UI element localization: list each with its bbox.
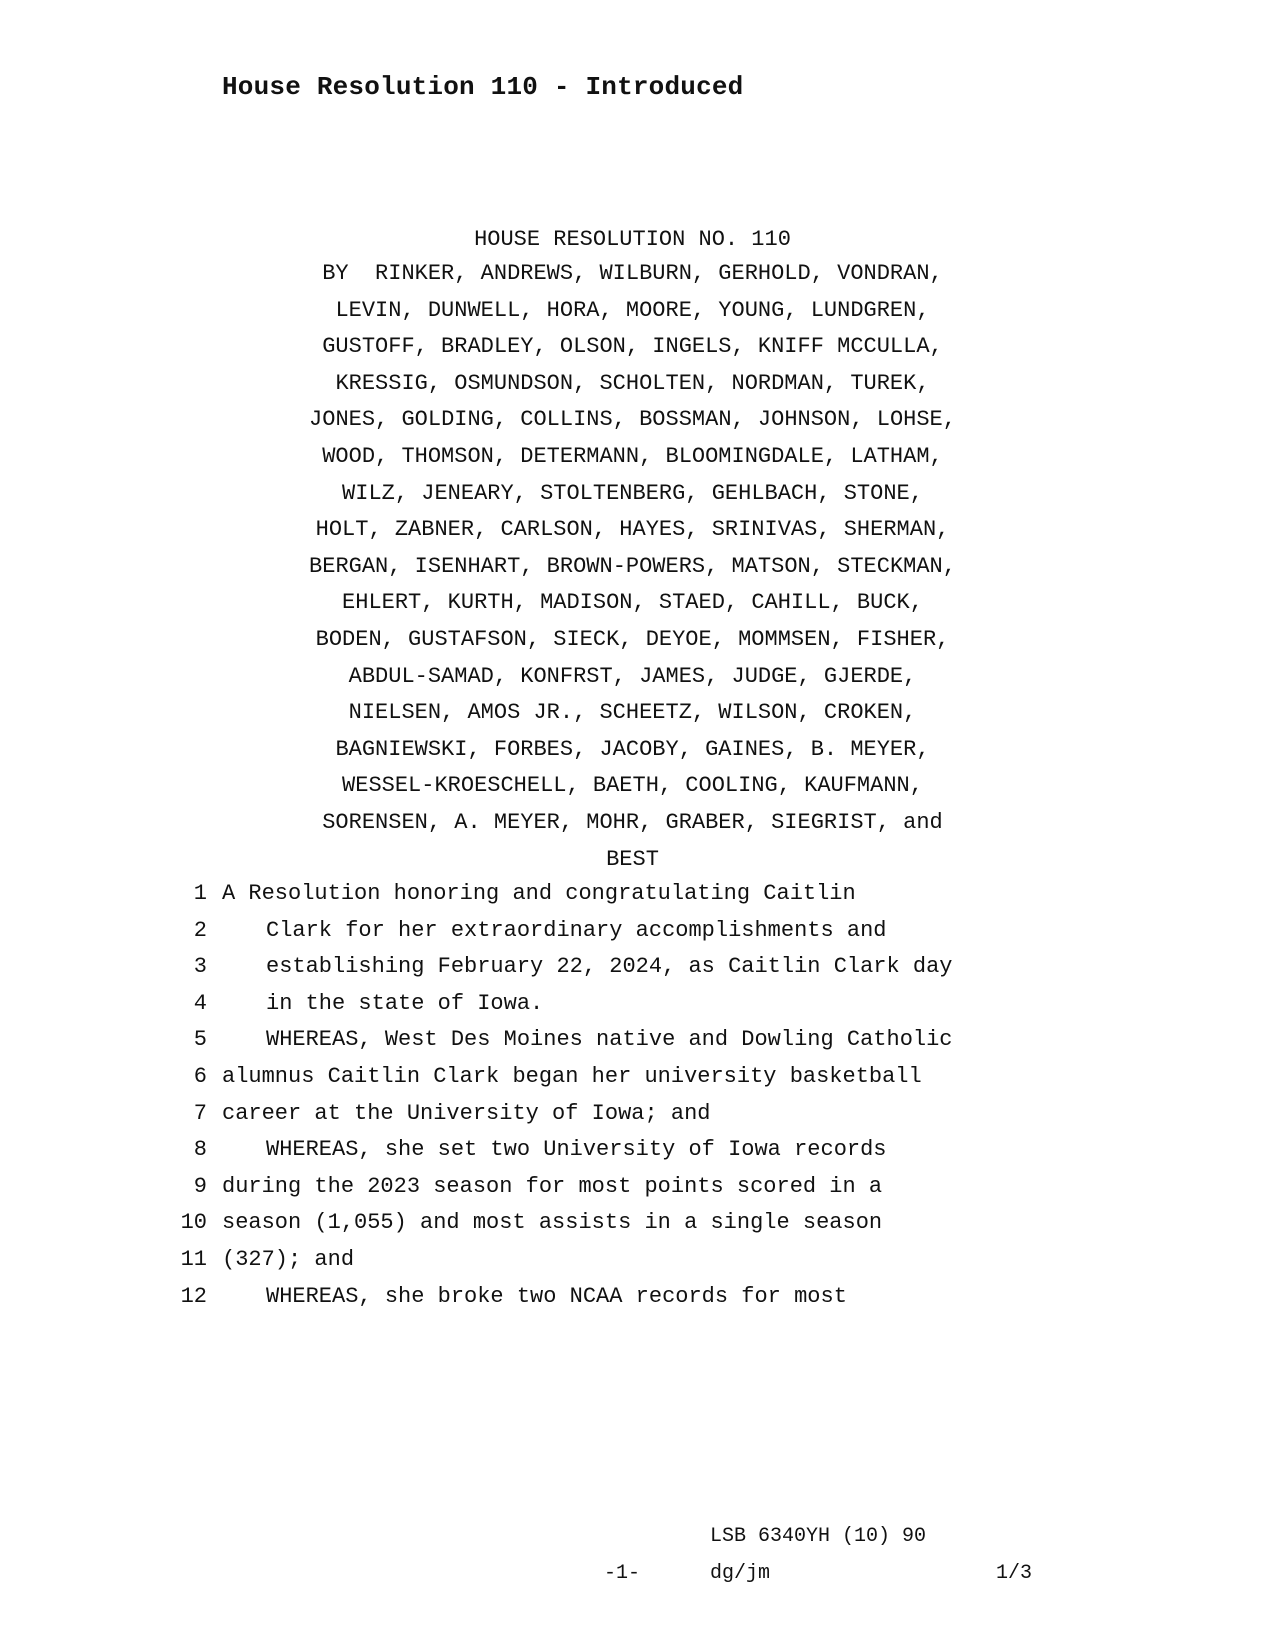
line-text: alumnus Caitlin Clark began her university basketball [222,1063,922,1089]
line-text: WHEREAS, she broke two NCAA records for most [266,1283,847,1309]
sponsor-line: BERGAN, ISENHART, BROWN-POWERS, MATSON, STECKMAN, [309,553,956,579]
sponsor-line: WESSEL-KROESCHELL, BAETH, COOLING, KAUFMANN, [342,773,923,799]
line-text: establishing February 22, 2024, as Caitlin Clark day [266,954,953,980]
sponsor-line: BEST [606,846,659,872]
numbered-line [0,1279,1265,1316]
footer-page-marker: -1- [604,1562,641,1585]
line-text: career at the University of Iowa; and [222,1100,711,1126]
sponsor-line: NIELSEN, AMOS JR., SCHEETZ, WILSON, CROKEN, [348,700,917,726]
sponsor-line: BAGNIEWSKI, FORBES, JACOBY, GAINES, B. MEYER, [335,736,930,762]
line-number: 4 [193,990,207,1016]
page-title: House Resolution 110 - Introduced [222,72,744,102]
numbered-line [0,1169,1265,1206]
numbered-line [0,1096,1265,1133]
line-text: WHEREAS, West Des Moines native and Dowling Catholic [266,1027,953,1053]
line-number: 11 [180,1246,207,1272]
resolution-body [0,876,1265,1315]
footer-lsb-code: LSB 6340YH (10) 90 [710,1525,927,1548]
line-text: Clark for her extraordinary accomplishments and [266,917,887,943]
line-text: WHEREAS, she set two University of Iowa records [266,1137,887,1163]
sponsor-line: HOLT, ZABNER, CARLSON, HAYES, SRINIVAS, SHERMAN, [315,517,950,543]
numbered-line [0,913,1265,950]
numbered-line [0,1242,1265,1279]
numbered-line [0,876,1265,913]
line-number: 3 [193,954,207,980]
numbered-line [0,1059,1265,1096]
footer-initials: dg/jm [710,1562,771,1585]
sponsor-line: WOOD, THOMSON, DETERMANN, BLOOMINGDALE, LATHAM, [322,443,943,469]
sponsor-line: KRESSIG, OSMUNDSON, SCHOLTEN, NORDMAN, TUREK, [335,370,930,396]
line-number: 2 [193,917,207,943]
sponsor-line: GUSTOFF, BRADLEY, OLSON, INGELS, KNIFF MCCULLA, [322,334,943,360]
sponsor-line: EHLERT, KURTH, MADISON, STAED, CAHILL, BUCK, [342,590,923,616]
numbered-line [0,949,1265,986]
sponsor-line: BODEN, GUSTAFSON, SIECK, DEYOE, MOMMSEN, FISHER, [315,626,950,652]
sponsor-line: ABDUL-SAMAD, KONFRST, JAMES, JUDGE, GJERDE, [348,663,917,689]
line-text: season (1,055) and most assists in a single season [222,1210,883,1236]
sponsor-line: BY RINKER, ANDREWS, WILBURN, GERHOLD, VONDRAN, [322,261,943,286]
line-text: during the 2023 season for most points scored in a [222,1173,883,1199]
line-text: in the state of Iowa. [266,990,544,1016]
line-text: A Resolution honoring and congratulating Caitlin [222,881,856,906]
resolution-heading: HOUSE RESOLUTION NO. 110 [474,227,791,252]
sponsor-line: JONES, GOLDING, COLLINS, BOSSMAN, JOHNSON, LOHSE, [309,407,956,433]
sponsor-line: WILZ, JENEARY, STOLTENBERG, GEHLBACH, STONE, [342,480,923,506]
line-number: 9 [193,1173,207,1199]
numbered-line [0,1022,1265,1059]
line-number: 5 [193,1027,207,1053]
numbered-line [0,986,1265,1023]
line-number: 10 [180,1210,207,1236]
footer-page-count: 1/3 [996,1562,1033,1585]
sponsor-line: SORENSEN, A. MEYER, MOHR, GRABER, SIEGRIST, and [322,809,943,835]
line-number: 12 [180,1283,207,1309]
line-number: 1 [193,881,207,906]
sponsor-list [0,256,1265,878]
sponsor-line: LEVIN, DUNWELL, HORA, MOORE, YOUNG, LUNDGREN, [335,297,930,323]
line-number: 6 [193,1063,207,1089]
line-text: (327); and [222,1246,355,1272]
line-number: 8 [193,1137,207,1163]
numbered-line [0,1132,1265,1169]
line-number: 7 [193,1100,207,1126]
numbered-line [0,1205,1265,1242]
